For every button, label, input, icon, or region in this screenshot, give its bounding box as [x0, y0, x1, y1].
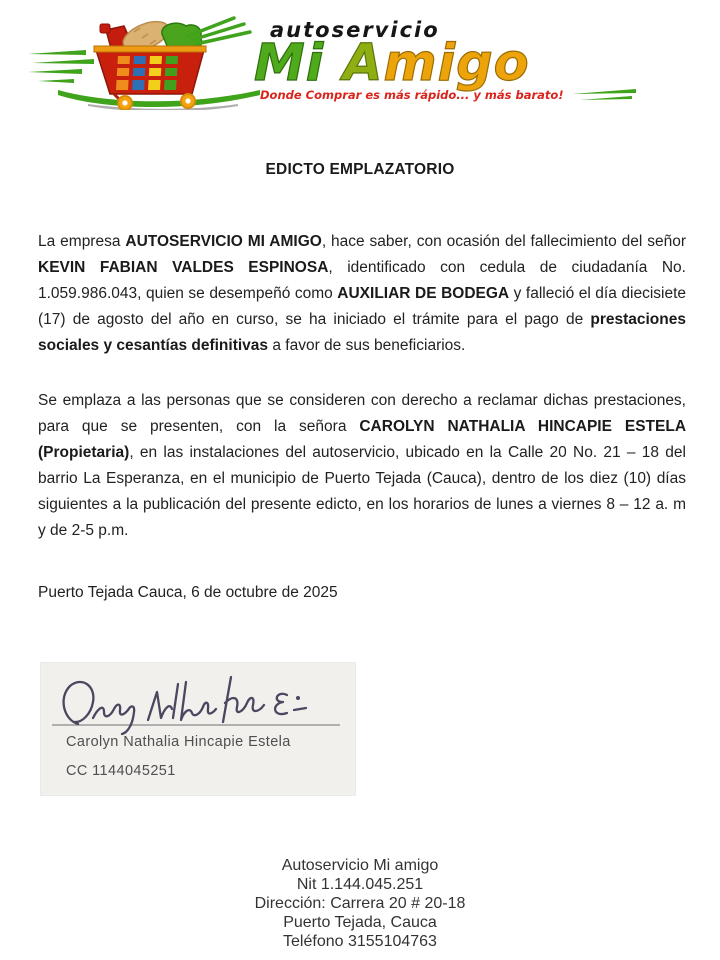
brand-name-main — [254, 34, 636, 93]
brand-logo — [28, 12, 628, 112]
brand-tagline-row — [260, 89, 636, 103]
brand-name-top: autoservicio — [270, 18, 440, 42]
document-title: EDICTO EMPLAZATORIO — [265, 161, 455, 178]
brand-name-migo: migo — [383, 34, 530, 93]
handwritten-signature-icon — [44, 668, 350, 738]
tagline-swoosh-icon — [572, 89, 636, 103]
footer-phone: Teléfono 3155104763 — [283, 933, 437, 950]
brand-name-a: A — [343, 34, 384, 93]
cart-basket-icon — [94, 46, 206, 94]
shopping-cart-icon — [28, 14, 268, 110]
footer-nit: Nit 1.144.045.251 — [296, 876, 424, 893]
brand-name-mi: Mi — [254, 34, 343, 93]
paragraph-summons: Se emplaza a las personas que se consideren con derecho a reclamar dichas prestaciones, para que se presenten, con la señora CAROLYN NATHALIA HINCAPIE ESTELA (Propietaria), en las instalaciones del autoservicio, ubicado en la Calle 20 No. 21 – 18 del barrio La Esperanza, en el municipio de Puerto Tejada (Cauca), dentro de los diez (10) días siguientes a la publicación del presente edicto, en los horarios de lunes a viernes 8 – 12 a. m y de 2-5 p.m. — [38, 392, 687, 539]
signatory-id: CC 1144045251 — [66, 763, 176, 779]
brand-text — [254, 20, 636, 103]
signatory-name: Carolyn Nathalia Hincapie Estela — [66, 734, 291, 750]
paragraph-announcement: La empresa AUTOSERVICIO MI AMIGO, hace saber, con ocasión del fallecimiento del señor KEVIN FABIAN VALDES ESPINOSA, identificado con cedula de ciudadanía No. 1.059.986.043, quien se desempeñó como AUXILIAR DE BODEGA y falleció el día diecisiete (17) de agosto del año en curso, se ha iniciado el trámite para el pago de prestaciones sociales y cesantías definitivas a favor de sus beneficiarios. — [38, 233, 687, 354]
footer-city: Puerto Tejada, Cauca — [283, 914, 437, 931]
brand-tagline: Donde Comprar es más rápido... y más barato! — [260, 88, 564, 103]
dateline: Puerto Tejada Cauca, 6 de octubre de 2025 — [38, 584, 338, 601]
footer-contact — [0, 856, 720, 951]
speed-lines-icon — [28, 50, 94, 83]
footer-company: Autoservicio Mi amigo — [281, 857, 439, 874]
footer-address: Dirección: Carrera 20 # 20-18 — [254, 895, 466, 912]
signature-image — [40, 662, 356, 796]
